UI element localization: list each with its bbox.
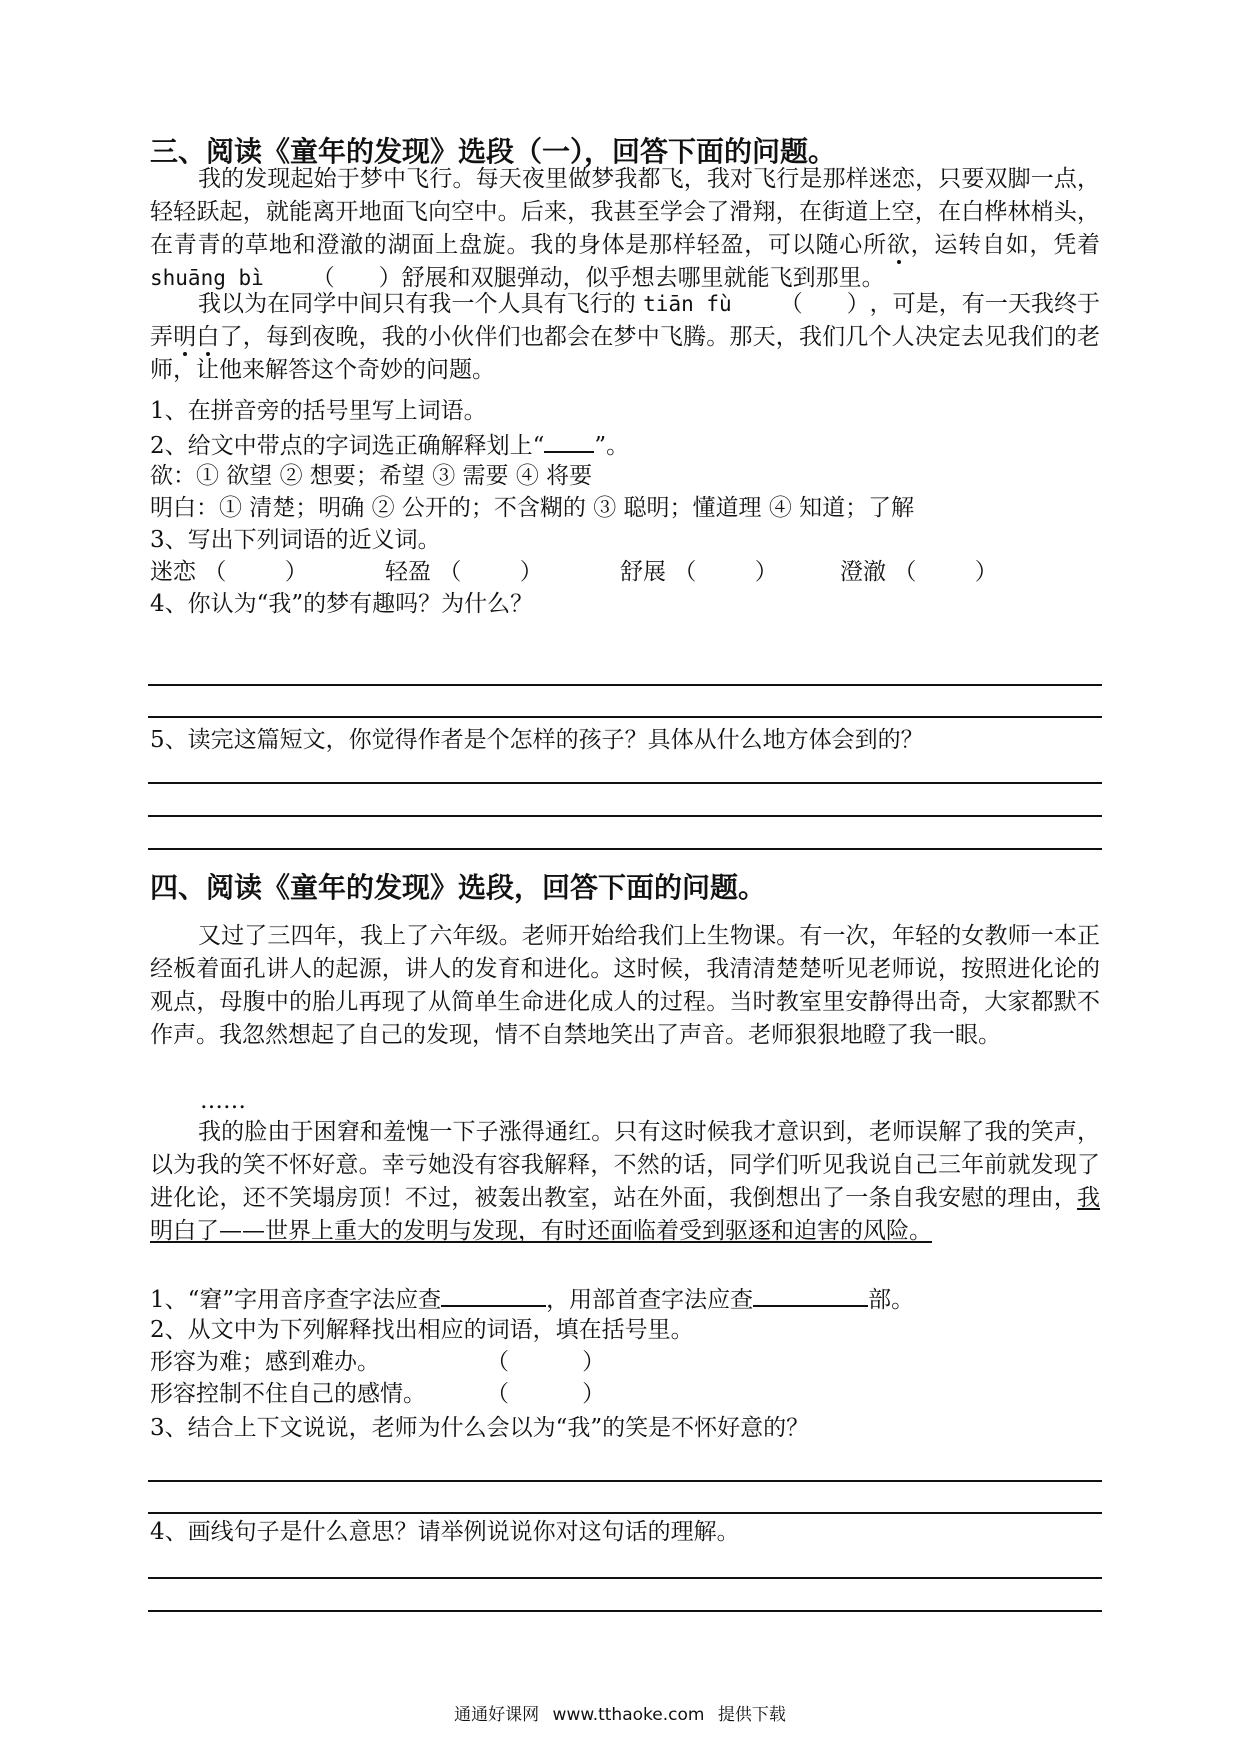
ellipsis: …… — [200, 1088, 246, 1114]
answer-line[interactable] — [148, 815, 1102, 817]
s3-question-3: 3、写出下列词语的近义词。 — [150, 527, 441, 553]
synonym-item: 轻盈 （ ） — [385, 556, 620, 588]
section-4-paragraph-1: 又过了三四年，我上了六年级。老师开始给我们上生物课。有一次，年轻的女教师一本正经板着面孔讲人的起源，讲人的发育和进化。这时候，我清清楚楚听见老师说，按照进化论的观点，母腹中的胎儿再现了从简单生命进化成人的过程。当时教室里安静得出奇，大家都默不作声。我忽然想起了自己的发现，情不自禁地笑出了声音。老师狠狠地瞪了我一眼。 — [150, 923, 1100, 1048]
page-footer — [0, 1700, 1240, 1725]
s4-q2-item: 形容为难；感到难办。 （ ） — [150, 1346, 1110, 1378]
section-3-heading: 三、阅读《童年的发现》选段（一），回答下面的问题。 — [150, 135, 837, 168]
synonym-item: 澄澈 （ ） — [840, 556, 1060, 588]
pinyin-tianfu: tiān fù — [643, 292, 732, 316]
answer-line[interactable] — [148, 1577, 1102, 1579]
answer-paren[interactable]: （ ） — [486, 1349, 606, 1375]
synonym-item: 迷恋 （ ） — [150, 556, 385, 588]
answer-line[interactable] — [148, 716, 1102, 718]
answer-paren-shuangbi[interactable]: （ ） — [311, 265, 402, 291]
answer-line[interactable] — [148, 1480, 1102, 1482]
answer-line[interactable] — [148, 1512, 1102, 1514]
footer-site-name: 通通好课网 — [454, 1705, 540, 1725]
s3-question-1: 1、在拼音旁的括号里写上词语。 — [150, 398, 487, 424]
footer-note: 提供下载 — [717, 1705, 786, 1725]
answer-paren-tianfu[interactable]: （ ） — [779, 291, 870, 317]
s4-question-1: 1、“窘”字用音序查字法应查 ，用部首查字法应查 部。 — [150, 1281, 1110, 1316]
s4-q2-item: 形容控制不住自己的感情。 （ ） — [150, 1378, 1110, 1410]
answer-paren[interactable]: （ ） — [203, 559, 308, 585]
answer-line[interactable] — [148, 848, 1102, 850]
answer-paren[interactable]: （ ） — [486, 1381, 606, 1407]
answer-line[interactable] — [148, 782, 1102, 784]
pinyin-shuangbi: shuāng bì — [150, 266, 264, 290]
s3-question-5: 5、读完这篇短文，你觉得作者是个怎样的孩子？具体从什么地方体会到的？ — [150, 727, 924, 753]
answer-paren[interactable]: （ ） — [438, 559, 543, 585]
answer-paren[interactable]: （ ） — [893, 559, 998, 585]
s4-question-4: 4、画线句子是什么意思？请举例说说你对这句话的理解。 — [150, 1519, 740, 1545]
answer-blank-bushou[interactable] — [753, 1281, 868, 1307]
s4-question-3: 3、结合上下文说说，老师为什么会以为“我”的笑是不怀好意的？ — [150, 1415, 810, 1441]
section-3-paragraph-2: 我以为在同学中间只有我一个人具有飞行的 tiān fù （ ），可是，有一天我终于弄明白了，每到夜晚，我的小伙伴们也都会在梦中飞腾。那天，我们几个人决定去见我们的老师，让他来解答这个奇妙的问题。 — [150, 288, 1100, 387]
synonym-item: 舒展 （ ） — [620, 556, 840, 588]
answer-line[interactable] — [148, 1610, 1102, 1612]
dotted-char-yu: 欲 — [886, 232, 911, 258]
underline-mark — [544, 427, 594, 453]
s4-question-2: 2、从文中为下列解释找出相应的词语，填在括号里。 — [150, 1317, 694, 1343]
footer-url[interactable]: www.tthaoke.com — [552, 1705, 705, 1725]
section-4-paragraph-2: 我的脸由于困窘和羞愧一下子涨得通红。只有这时候我才意识到，老师误解了我的笑声，以为我的笑不怀好意。幸亏她没有容我解释，不然的话，同学们听见我说自己三年前就发现了进化论，还不笑塌房顶！不过，被轰出教室，站在外面，我倒想出了一条自我安慰的理由，我明白了——世界上重大的发明与发现，有时还面临着受到驱逐和迫害的风险。 — [150, 1119, 1100, 1244]
dotted-char-bai: 白 — [196, 324, 220, 350]
s3-question-2: 2、给文中带点的字词选正确解释划上“ ”。 — [150, 427, 1110, 462]
answer-paren[interactable]: （ ） — [673, 559, 778, 585]
answer-line[interactable] — [148, 684, 1102, 686]
underlined-sentence: 我明白了——世界上重大的发明与发现，有时还面临着受到驱逐和迫害的风险。 — [150, 1185, 1100, 1244]
s3-question-4: 4、你认为“我”的梦有趣吗？为什么？ — [150, 591, 534, 617]
s3-q3-synonyms-row — [150, 556, 1110, 588]
section-4-heading: 四、阅读《童年的发现》选段，回答下面的问题。 — [150, 871, 767, 904]
answer-blank-yinxu[interactable] — [441, 1281, 546, 1307]
dotted-char-ming: 明 — [173, 324, 197, 350]
s3-q2-options-yu: 欲：① 欲望 ② 想要；希望 ③ 需要 ④ 将要 — [150, 463, 593, 489]
s3-q2-options-mingbai: 明白：① 清楚；明确 ② 公开的；不含糊的 ③ 聪明；懂道理 ④ 知道；了解 — [150, 495, 915, 521]
section-3-paragraph-1: 我的发现起始于梦中飞行。每天夜里做梦我都飞，我对飞行是那样迷恋，只要双脚一点，轻轻跃起，就能离开地面飞向空中。后来，我甚至学会了滑翔，在街道上空，在白桦林梢头，在青青的草地和澄澈的湖面上盘旋。我的身体是那样轻盈，可以随心所欲，运转自如，凭着 shuāng bì （ ）舒展和双腿弹动，似乎想去哪里就能飞到那里。 — [150, 163, 1100, 295]
